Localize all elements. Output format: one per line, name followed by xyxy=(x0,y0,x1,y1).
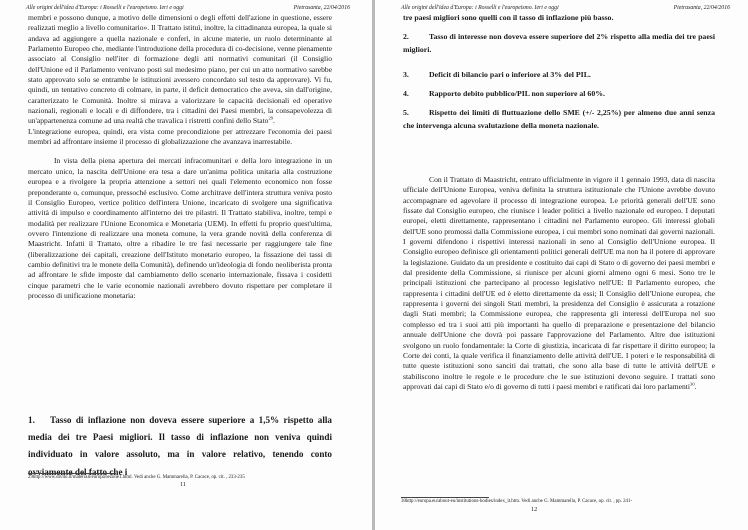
criterion-text: Deficit di bilancio pari o inferiore al 3% del PIL. xyxy=(429,70,591,79)
criterion-number: 1. xyxy=(28,415,35,425)
paragraph: membri e possono dunque, a motivo delle dimensioni o degli effetti dell'azione in questione, essere realizzati meglio a livello comunitario». Il Trattato istituì, inoltre, la cittadinanza europea, la quale si andava ad aggiungere a quella nazionale e conferì, in alcune materie, un ruolo determinante al Parlamento Europeo che, mediante l'introduzione della procedura di co-decisione, venne pienamente associato al Consiglio nell'iter di formazione degli atti normativi comunitari (il Consiglio dell'Unione ed il Parlamento venivano posti sul medesimo piano, per cui un atto normativo sarebbe stato approvato solo se entrambe le istituzioni avessero concordato sul testo da approvare). Vi fu, quindi, un tentativo concreto di colmare, in parte, il deficit democratico che aveva, sin dall'origine, caratterizzato le Comunità. Inoltre si mirava a valorizzare le capacità decisionali ed operative nazionali, regionali e locali e di diffondere, tra i cittadini dei Paesi membri, la consapevolezza di un'appartenenza comune ad una realtà che travalica i ristretti confini dello Stato$^{29}$. xyxy=(28,13,332,126)
footnote: 30http://europa.eu/about-eu/institutions-bodies/index_it.htm. Vedi anche G. Mammarella, P. Cacace, op. cit. , pp. 241- xyxy=(401,499,633,504)
criterion-item xyxy=(403,88,715,101)
criterion-number: 3. xyxy=(403,70,409,79)
criterion-text: Rispetto dei limiti di fluttuazione dello SME (+/- 2,25%) per almeno due anni senza che intervenga alcuna svalutazione della moneta nazionale. xyxy=(403,108,715,130)
criterion-item xyxy=(28,412,332,481)
left-page xyxy=(0,0,372,530)
criterion-number: 4. xyxy=(403,89,409,98)
criterion-item xyxy=(403,107,715,132)
footnote-separator xyxy=(401,497,489,498)
paragraph: L'integrazione europea, quindi, era vista come precondizione per attrezzare l'economia dei paesi membri ad affrontare insieme il processo di globalizzazione che avanzava inarrestabile. xyxy=(28,126,332,147)
page-number: 12 xyxy=(531,506,538,513)
paragraph: Con il Trattato di Maastricht, entrato ufficialmente in vigore il 1 gennaio 1993, data di nascita ufficiale dell'Unione Europea, veniva definita la struttura istituzionale che l'Unione avrebbe dovuto accompagnare ed agevolare il processo di integrazione europea. Le priorità generali dell'UE sono fissate dal Consiglio europeo, che riunisce i leader politici a livello nazionale ed europeo. I deputati europei, eletti direttamente, rappresentano i cittadini nel Parlamento europeo. Gli interessi globali dell'UE sono promossi dalla Commissione europea, i cui membri sono nominati dai governi nazionali. I governi difendono i rispettivi interessi nazionali in seno al Consiglio dell'Unione europea. Il Consiglio europeo definisce gli orientamenti politici generali dell'UE ma non ha il potere di approvare la legislazione. Guidato da un presidente e costituito dai capi di Stato o di governo dei paesi membri e dal presidente della Commissione, si riunisce per alcuni giorni almeno ogni 6 mesi. Sono tre le principali istituzioni che partecipano al processo legislativo nell'UE: Il Parlamento europeo, che rappresenta i cittadini dell'UE ed è eletto direttamente da essi; Il Consiglio dell'Unione europea, che rappresenta i governi dei singoli Stati membri, la presidenza del Consiglio è assicurata a rotazione dagli Stati membri; la Commissione europea, che rappresenta gli interessi dell'Europa nel suo complesso ed tra i suoi atti più importanti ha quello di preparazione e presentazione del bilancio annuale dell'Unione che dovrà poi passare l'approvazione del Parlamento. Altre due istituzioni svolgono un ruolo fondamentale: la Corte di giustizia, incaricata di far rispettare il diritto europeo; la Corte dei conti, la quale verifica il finanziamento delle attività dell'UE. I poteri e le responsabilità di tutte queste istituzioni sono sanciti dai trattati, che sono alla base di tutte le attività dell'UE e stabiliscono inoltre le regole e le procedure che le sue istituzioni devono seguire. I trattati sono approvati dai capi di Stato e/o di governo di tutti i paesi membri e ratificati dai loro parlamenti$^{30}$. xyxy=(403,175,715,391)
left-page-body xyxy=(28,13,332,405)
footnote-ref: 29 xyxy=(268,115,274,121)
criterion-number: 2. xyxy=(403,32,409,41)
header-title: Alle origini dell'idea d'Europa: i Rosselli e l'europeismo. Ieri e oggi xyxy=(26,5,184,11)
right-page-header xyxy=(401,0,730,12)
footnote: 29http://www.divito.it/materiali/europa/lezone1.html. Vedi anche G. Mammarella, P. Cacace, op. cit. , 233-235 xyxy=(28,475,245,480)
criterion-item xyxy=(403,69,715,82)
left-page-header xyxy=(26,0,350,12)
criterion-continuation: tre paesi migliori sono quelli con il tasso di inflazione più basso. xyxy=(403,13,614,22)
criterion-text: Tasso di interesse non doveva essere superiore del 2% rispetto alla media dei tre paesi migliori. xyxy=(403,32,715,54)
criterion-text: Rapporto debito pubblico/PIL non superiore al 60%. xyxy=(429,89,605,98)
header-place-date: Pietrasanta, 22/04/2016 xyxy=(673,5,730,11)
right-page xyxy=(375,0,748,530)
footnote-separator xyxy=(28,473,116,474)
page-number: 11 xyxy=(180,481,186,488)
paragraph: In vista della piena apertura dei mercati infracomunitari e della loro integrazione in un mercato unico, la nascita dell'Unione era tesa a dare un'anima politica unitaria alla costruzione europea e a rivolgere la propria attenzione a settori nei quali l'elemento economico non fosse preponderante o, comunque, pressoché esclusivo. Come architrave dell'intera struttura veniva posto il Consiglio Europeo, vertice politico dell'intera Unione, incaricato di svolgere una significativa attività di impulso e coordinamento all'interno dei tre pilastri. Il Trattato stabiliva, inoltre, tempi e modalità per realizzare l'Unione Economica e Monetaria (UEM). In effetti fu proprio quest'ultima, ovvero l'intenzione di realizzare una moneta comune, la vera grande novità della conferenza di Maastricht. Infatti il Trattato, oltre a ribadire le tre fasi necessarie per raggiungere tale fine (liberalizzazione dei capitali, creazione dell'Istituto monetario europeo, la fissazione dei tassi di cambio definitivi tra le monete della Comunità), definendo un'ideologia di fondo neoliberista pronta ad affrontare le sfide imposte dal cambiamento dello scenario internazionale, fissava i cosidetti cinque parametri che le varie economie nazionali avrebbero dovuto rispettare per completare il processo di unificazione monetaria: xyxy=(28,156,332,300)
header-place-date: Pietrasanta, 22/04/2016 xyxy=(293,5,350,11)
footnote-ref: 30 xyxy=(690,381,695,387)
criterion-number: 5. xyxy=(403,108,409,117)
right-page-body xyxy=(403,175,715,495)
criterion-item xyxy=(403,31,715,56)
criterion-text: Tasso di inflazione non doveva essere superiore a 1,5% rispetto alla media dei tre Paesi migliori. Il tasso di inflazione non veniva quindi individuato in valore assoluto, ma in valore relativo, tenendo conto ovviamente del fatto che i xyxy=(28,415,332,477)
header-title: Alle origini dell'idea d'Europa: i Rosselli e l'europeismo. Ieri e oggi xyxy=(401,5,559,11)
